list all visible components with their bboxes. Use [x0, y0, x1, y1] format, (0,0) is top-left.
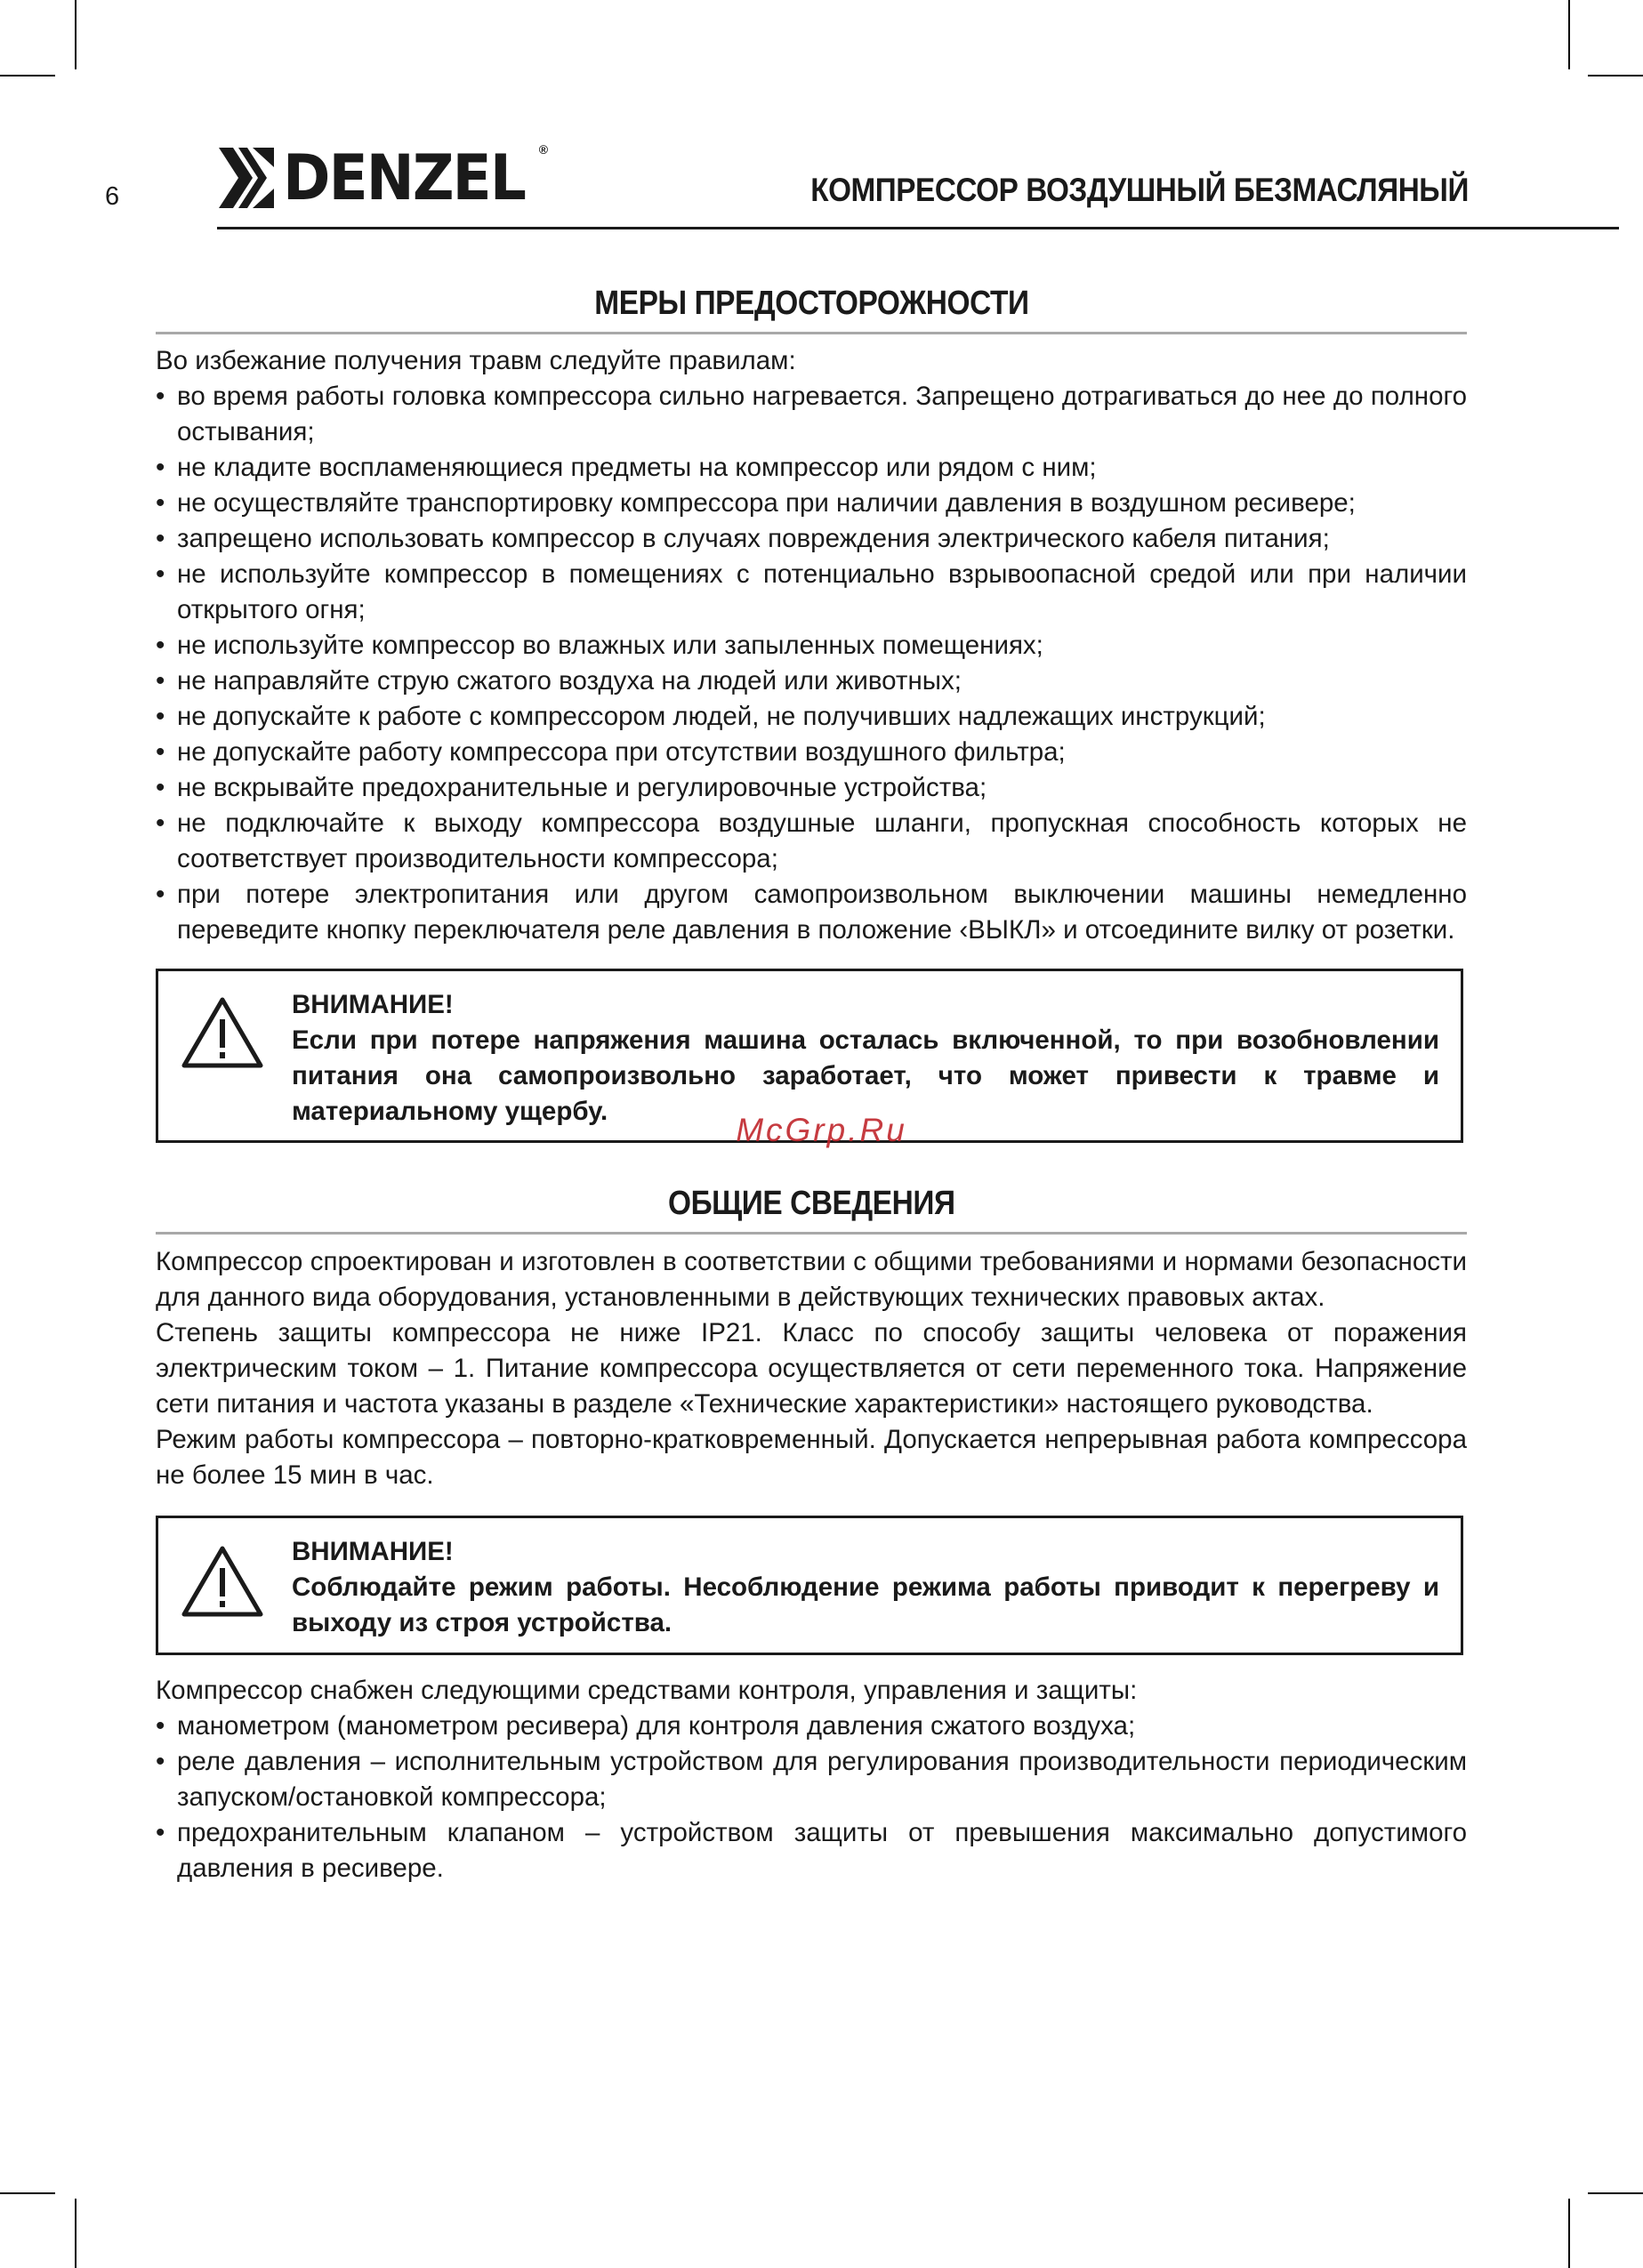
list-item: • запрещено использовать компрессор в случаях повреждения электрического кабеля питания; [156, 521, 1467, 557]
list-item: • не осуществляйте транспортировку компрессора при наличии давления в воздушном ресивере; [156, 486, 1467, 521]
crop-mark [1588, 75, 1643, 76]
watermark: McGrp.Ru [736, 1112, 907, 1148]
list-item: • при потере электропитания или другом самопроизвольном выключении машины немедленно переведите кнопку переключателя реле давления в положение ‹ВЫКЛ» и отсоедините вилку от розетки. [156, 877, 1467, 948]
precautions-list [156, 379, 1467, 948]
paragraph: Режим работы компрессора – повторно-кратковременный. Допускается непрерывная работа компрессора не более 15 мин в час. [156, 1425, 1467, 1490]
page-number: 6 [105, 182, 120, 211]
crop-mark [0, 75, 55, 76]
crop-mark [1588, 2192, 1643, 2194]
warning-message: Соблюдайте режим работы. Несоблюдение режима работы приводит к перегреву и выходу из строя устройства. [292, 1572, 1439, 1637]
warning-box [156, 1516, 1463, 1655]
trademark-symbol: ® [538, 142, 549, 157]
precautions-body [156, 343, 1467, 948]
general-info-body [156, 1244, 1467, 1493]
header-divider [217, 227, 1619, 229]
controls-intro: Компрессор снабжен следующими средствами контроля, управления и защиты: [156, 1676, 1138, 1705]
warning-message: Если при потере напряжения машина осталась включенной, то при возобновлении питания она самопроизвольно заработает, что может привести к травме и материальному ущербу. [292, 1025, 1439, 1126]
paragraph: Компрессор спроектирован и изготовлен в соответствии с общими требованиями и нормами безопасности для данного вида оборудования, установленными в действующих технических правовых актах. [156, 1247, 1467, 1312]
section-divider [156, 1232, 1467, 1235]
list-item: • не вскрывайте предохранительные и регулировочные устройства; [156, 770, 1467, 806]
brand-logo [217, 141, 548, 215]
crop-mark [75, 2199, 77, 2268]
warning-heading: ВНИМАНИЕ! [292, 990, 454, 1019]
general-info-heading: ОБЩИЕ СВЕДЕНИЯ [667, 1185, 955, 1222]
controls-list [156, 1709, 1467, 1886]
warning-triangle-icon [180, 1543, 265, 1618]
document-title: КОМПРЕССОР ВОЗДУШНЫЙ БЕЗМАСЛЯНЫЙ [810, 172, 1469, 208]
list-item: • не допускайте работу компрессора при отсутствии воздушного фильтра; [156, 735, 1467, 770]
warning-text [292, 987, 1439, 1130]
warning-triangle-icon [180, 994, 265, 1069]
list-item: • не направляйте струю сжатого воздуха на людей или животных; [156, 664, 1467, 699]
crop-mark [1568, 2199, 1570, 2268]
list-item: • во время работы головка компрессора сильно нагревается. Запрещено дотрагиваться до нее до полного остывания; [156, 379, 1467, 450]
list-item: • манометром (манометром ресивера) для контроля давления сжатого воздуха; [156, 1709, 1467, 1744]
precautions-intro: Во избежание получения травм следуйте правилам: [156, 346, 796, 375]
list-item: • не допускайте к работе с компрессором людей, не получивших надлежащих инструкций; [156, 699, 1467, 735]
section-divider [156, 332, 1467, 334]
list-item: • предохранительным клапаном – устройством защиты от превышения максимально допустимого давления в ресивере. [156, 1815, 1467, 1886]
denzel-emblem-icon [217, 144, 276, 212]
list-item: • не используйте компрессор в помещениях с потенциально взрывоопасной средой или при наличии открытого огня; [156, 557, 1467, 628]
crop-mark [75, 0, 77, 69]
controls-body [156, 1673, 1467, 1886]
precautions-heading: МЕРЫ ПРЕДОСТОРОЖНОСТИ [593, 285, 1029, 322]
brand-name: DENZEL [283, 141, 526, 214]
crop-mark [1568, 0, 1570, 69]
list-item: • не кладите воспламеняющиеся предметы на компрессор или рядом с ним; [156, 450, 1467, 486]
list-item: • не используйте компрессор во влажных или запыленных помещениях; [156, 628, 1467, 664]
crop-mark [0, 2192, 55, 2194]
list-item: • реле давления – исполнительным устройством для регулирования производительности периодическим запуском/остановкой компрессора; [156, 1744, 1467, 1815]
paragraph: Степень защиты компрессора не ниже IP21. Класс по способу защиты человека от поражения электрическим током – 1. Питание компрессора осуществляется от сети переменного тока. Напряжение сети питания и частота указаны в разделе «Технические характеристики» настоящего руководства. [156, 1318, 1467, 1419]
list-item: • не подключайте к выходу компрессора воздушные шланги, пропускная способность которых не соответствует производительности компрессора; [156, 806, 1467, 877]
warning-text [292, 1534, 1439, 1641]
warning-heading: ВНИМАНИЕ! [292, 1537, 454, 1566]
